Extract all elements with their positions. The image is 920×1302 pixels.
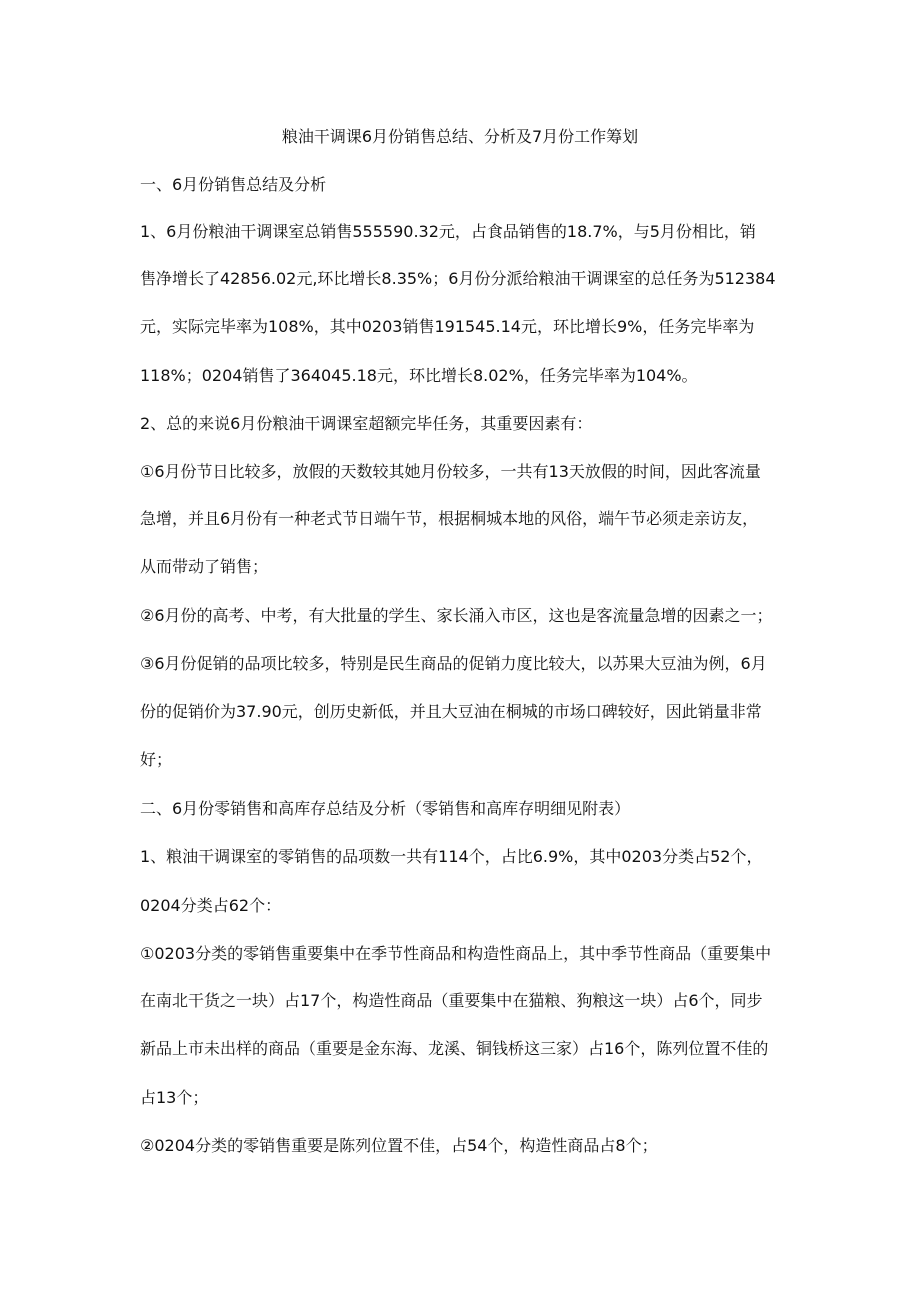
section-heading: 一、6月份销售总结及分析 [140,175,327,194]
paragraph-line: ①0203分类的零销售重要集中在季节性商品和构造性商品上，其中季节性商品（重要集中 [140,944,772,963]
paragraph-line: 急增，并且6月份有一种老式节日端午节，根据桐城本地的风俗，端午节必须走亲访友， [140,509,759,528]
paragraph-line: 新品上市未出样的商品（重要是金东海、龙溪、铜钱桥这三家）占16个，陈列位置不佳的 [140,1039,769,1058]
paragraph-line: ②6月份的高考、中考，有大批量的学生、家长涌入市区，这也是客流量急增的因素之一； [140,606,773,625]
paragraph-line: 1、6月份粮油干调课室总销售555590.32元，占食品销售的18.7%，与5月份相比，销 [140,222,756,241]
paragraph-line: 从而带动了销售； [140,557,269,576]
paragraph-line: ②0204分类的零销售重要是陈列位置不佳，占54个，构造性商品占8个； [140,1136,658,1155]
paragraph-line: 元，实际完毕率为108%，其中0203销售191545.14元，环比增长9%，任务完毕率为 [140,317,755,336]
paragraph-line: 好； [140,750,173,769]
paragraph-line: 占13个； [140,1088,209,1107]
paragraph-line: 0204分类占62个： [140,896,282,915]
paragraph-line: 在南北干货之一块）占17个，构造性商品（重要集中在猫粮、狗粮这一块）占6个，同步 [140,991,763,1010]
document-title: 粮油干调课6月份销售总结、分析及7月份工作筹划 [281,127,639,146]
paragraph-line: ①6月份节日比较多，放假的天数较其她月份较多，一共有13天放假的时间，因此客流量 [140,462,761,481]
paragraph-line: 118%；0204销售了364045.18元，环比增长8.02%，任务完毕率为104%。 [140,366,698,385]
paragraph-line: 售净增长了42856.02元,环比增长8.35%；6月份分派给粮油干调课室的总任务为512384 [140,269,776,288]
section-heading: 二、6月份零销售和高库存总结及分析（零销售和高库存明细见附表） [140,799,631,818]
paragraph-line: ③6月份促销的品项比较多，特别是民生商品的促销力度比较大，以苏果大豆油为例，6月 [140,654,767,673]
paragraph-line: 份的促销价为37.90元，创历史新低，并且大豆油在桐城的市场口碑较好，因此销量非常 [140,702,762,721]
paragraph-line: 1、粮油干调课室的零销售的品项数一共有114个，占比6.9%，其中0203分类占52个， [140,847,763,866]
paragraph-line: 2、总的来说6月份粮油干调课室超额完毕任务，其重要因素有： [140,414,593,433]
